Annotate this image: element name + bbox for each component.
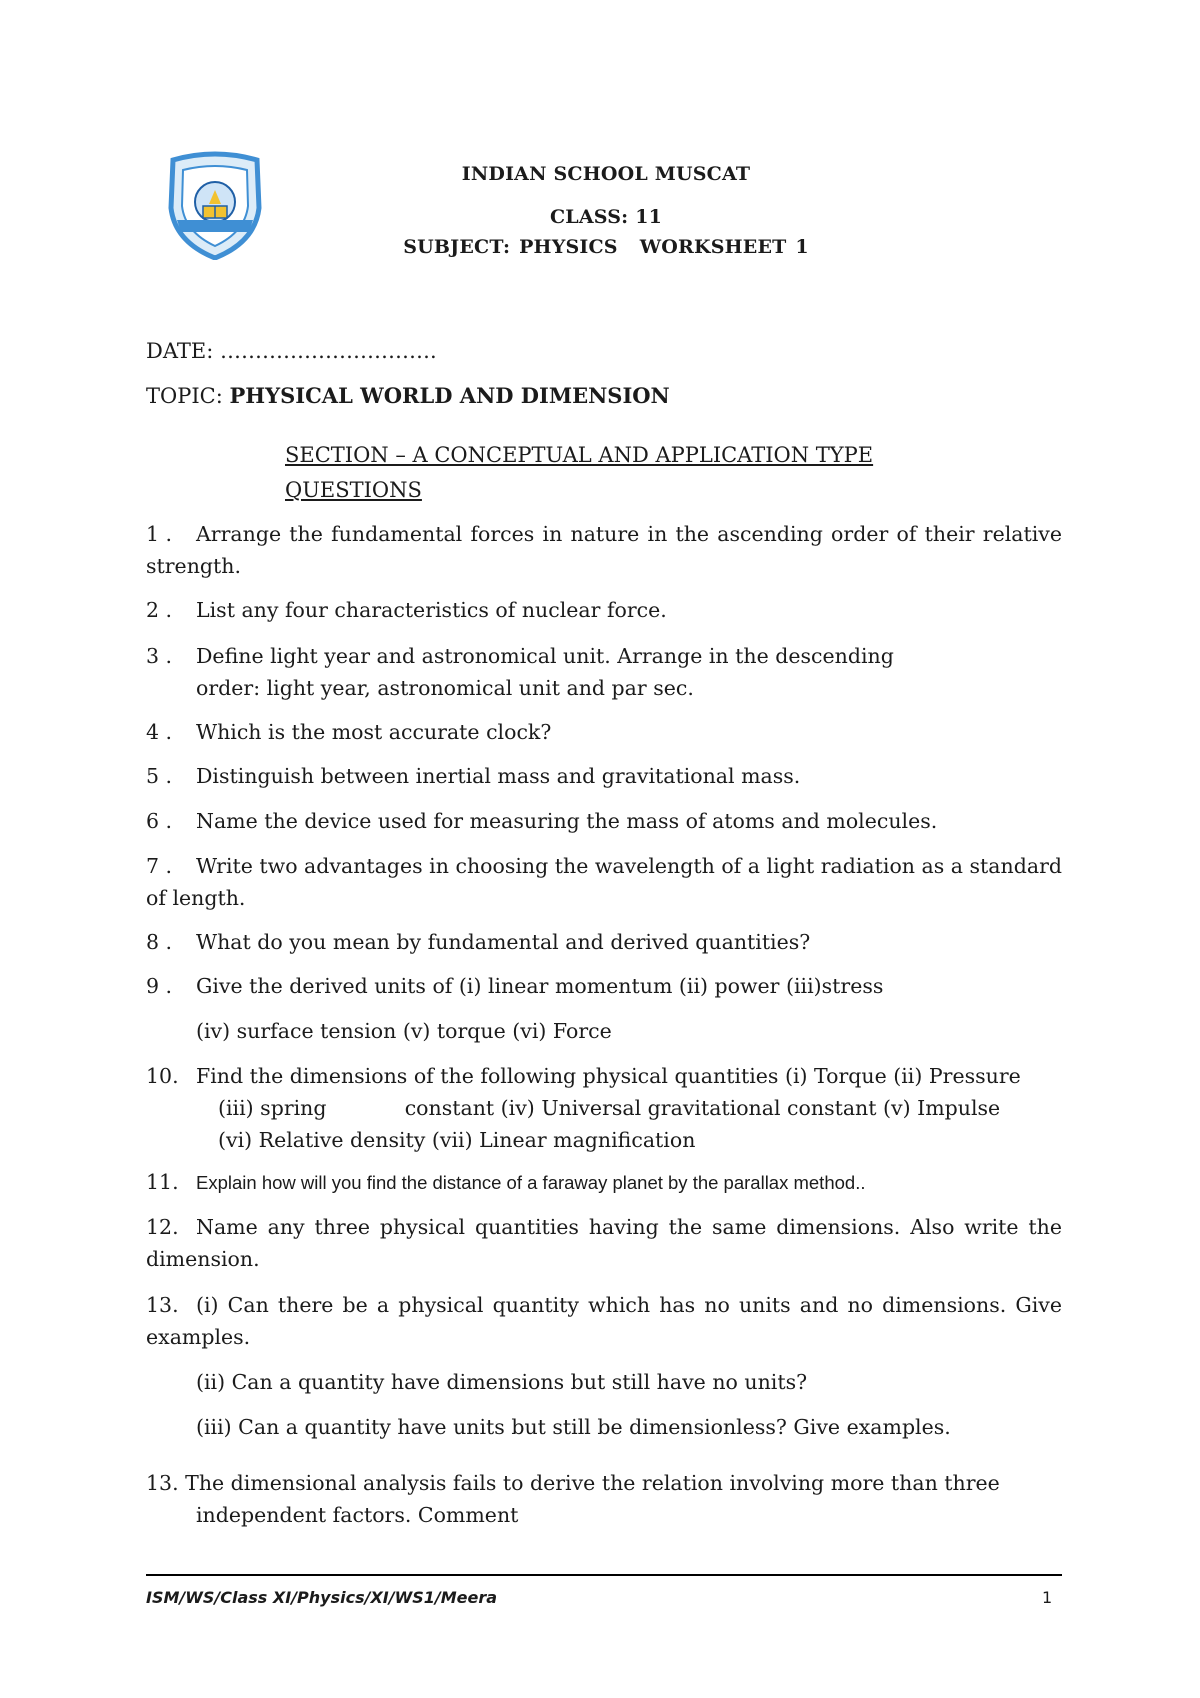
question-continuation: order: light year, astronomical unit and par sec.	[196, 676, 694, 700]
question-continuation: (iv) surface tension (v) torque (vi) Force	[196, 1019, 612, 1043]
school-name: INDIAN SCHOOL MUSCAT	[461, 163, 751, 185]
section-heading-line2: QUESTIONS	[285, 478, 422, 502]
question-text: Give the derived units of (i) linear momentum (ii) power (iii)stress	[196, 974, 884, 998]
question-number: 2 .	[146, 598, 173, 622]
question-8	[146, 926, 1062, 958]
question-text: Arrange the fundamental forces in nature in the ascending order of their relative strength.	[146, 522, 1062, 578]
question-text: What do you mean by fundamental and derived quantities?	[196, 930, 811, 954]
page-number: 1	[1042, 1588, 1053, 1607]
date-line: DATE: ………………………….	[146, 339, 437, 363]
question-number: 4 .	[146, 720, 173, 744]
question-text: Which is the most accurate clock?	[196, 720, 552, 744]
question-13b	[146, 1467, 1062, 1531]
question-text: Name the device used for measuring the mass of atoms and molecules.	[196, 809, 938, 833]
question-1	[146, 518, 1062, 582]
question-number: 1 .	[146, 522, 173, 546]
question-text: The dimensional analysis fails to derive the relation involving more than three	[185, 1471, 1000, 1495]
question-number: 10.	[146, 1064, 179, 1088]
question-text: Name any three physical quantities having the same dimensions. Also write the dimension.	[146, 1215, 1062, 1271]
question-continuation: independent factors. Comment	[196, 1503, 519, 1527]
question-continuation: (ii) Can a quantity have dimensions but still have no units?	[196, 1370, 808, 1394]
question-3	[146, 640, 1062, 704]
question-2	[146, 594, 1062, 626]
question-7	[146, 850, 1062, 914]
question-number: 12.	[146, 1215, 179, 1239]
subject-line	[6, 236, 1200, 258]
question-6	[146, 805, 1062, 837]
worksheet-label: WORKSHEET 1	[639, 236, 809, 258]
class-label: CLASS: 11	[549, 206, 663, 228]
question-number: 13.	[146, 1293, 179, 1317]
question-number: 11.	[146, 1170, 179, 1194]
question-number: 8 .	[146, 930, 173, 954]
question-continuation: (iii) spring constant (iv) Universal gravitational constant (v) Impulse	[218, 1096, 1001, 1120]
question-continuation-2: (iii) Can a quantity have units but still be dimensionless? Give examples.	[196, 1415, 951, 1439]
question-continuation-2: (vi) Relative density (vii) Linear magnification	[218, 1128, 696, 1152]
question-text: Explain how will you find the distance of a faraway planet by the parallax method..	[196, 1172, 866, 1193]
section-heading	[285, 438, 1005, 508]
question-text: Define light year and astronomical unit. Arrange in the descending	[196, 644, 894, 668]
topic-line	[146, 383, 670, 408]
section-heading-line1: SECTION – A CONCEPTUAL AND APPLICATION TYPE	[285, 443, 874, 467]
footer-reference: ISM/WS/Class XI/Physics/XI/WS1/Meera	[146, 1588, 498, 1607]
question-text: Write two advantages in choosing the wavelength of a light radiation as a standard of length.	[146, 854, 1062, 910]
question-number: 6 .	[146, 809, 173, 833]
subject-label: SUBJECT: PHYSICS	[403, 236, 618, 258]
question-13a	[146, 1289, 1062, 1443]
question-12	[146, 1211, 1062, 1275]
question-9	[146, 970, 1062, 1047]
question-number: 13.	[146, 1471, 179, 1495]
question-10	[146, 1060, 1062, 1156]
question-number: 9 .	[146, 974, 173, 998]
question-5	[146, 760, 1062, 792]
question-text: List any four characteristics of nuclear force.	[196, 598, 667, 622]
question-text: (i) Can there be a physical quantity which has no units and no dimensions. Give examples.	[146, 1293, 1062, 1349]
question-4	[146, 716, 1062, 748]
question-number: 7 .	[146, 854, 173, 878]
question-number: 3 .	[146, 644, 173, 668]
footer-divider	[146, 1574, 1062, 1576]
question-number: 5 .	[146, 764, 173, 788]
question-text: Find the dimensions of the following physical quantities (i) Torque (ii) Pressure	[196, 1064, 1021, 1088]
question-11	[146, 1166, 1062, 1199]
topic-label: TOPIC:	[146, 384, 230, 408]
topic-value: PHYSICAL WORLD AND DIMENSION	[229, 383, 670, 408]
question-text: Distinguish between inertial mass and gravitational mass.	[196, 764, 801, 788]
